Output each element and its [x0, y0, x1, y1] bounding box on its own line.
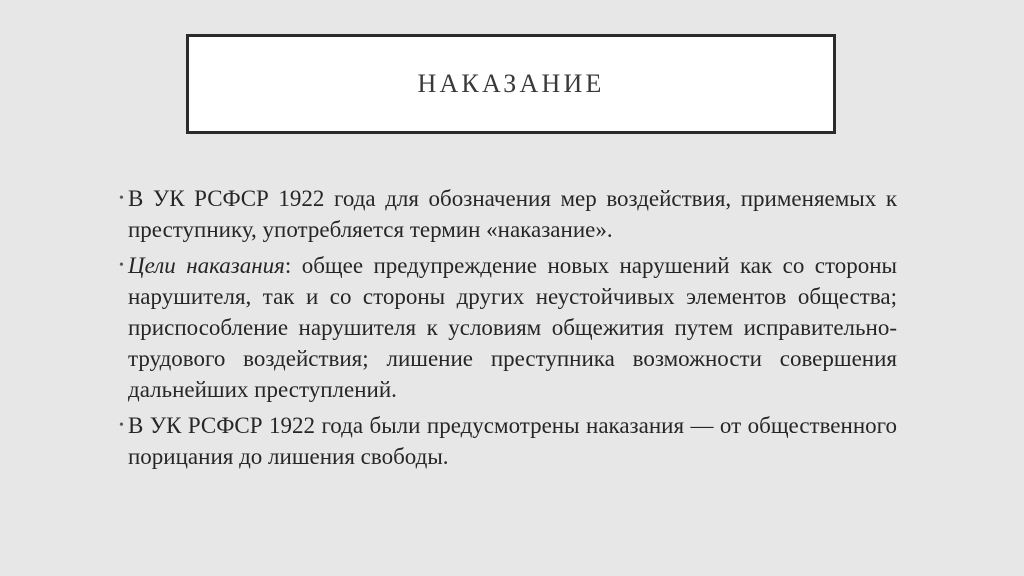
bullet-item: [119, 410, 897, 472]
bullet-icon: •: [119, 191, 124, 206]
bullet-text: В УК РСФСР 1922 года для обозначения мер воздействия, применяемых к преступнику, употребляется термин «наказание».: [128, 186, 897, 242]
bullet-text: : общее предупреждение новых нарушений как со стороны нарушителя, так и со стороны других неустойчивых элементов общества; приспособление нарушителя к условиям общежития путем исправительно-трудового воздействия; лишение преступника возможности совершения дальнейших преступлений.: [128, 253, 897, 402]
title-box: [186, 34, 836, 134]
bullet-text: В УК РСФСР 1922 года были предусмотрены наказания — от общественного порицания до лишения свободы.: [128, 413, 897, 469]
bullet-list: [119, 183, 897, 477]
bullet-item: [119, 250, 897, 405]
bullet-italic-lead: Цели наказания: [128, 253, 285, 278]
slide-title: НАКАЗАНИЕ: [417, 69, 605, 98]
bullet-icon: •: [119, 418, 124, 433]
bullet-item: [119, 183, 897, 245]
bullet-icon: •: [119, 258, 124, 273]
